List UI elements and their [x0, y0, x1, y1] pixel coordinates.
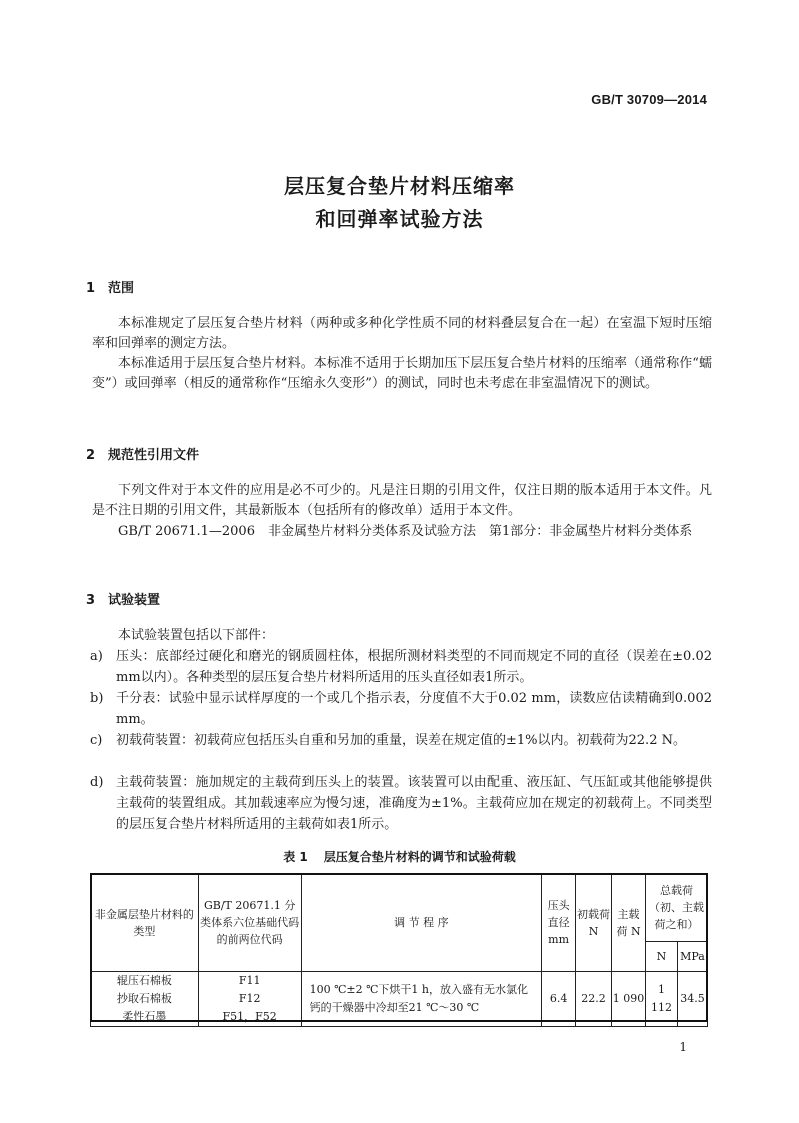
section-heading-scope: [86, 277, 134, 296]
header-total-load: 总载荷（初、主载荷之和）: [646, 874, 708, 942]
material-type: 辊压石棉板: [116, 974, 172, 987]
item-marker: c): [90, 733, 103, 748]
apparatus-intro: 本试验装置包括以下部件：: [118, 628, 275, 643]
header-initial-load: 初载荷 N: [576, 874, 612, 972]
cell-material-types: [91, 972, 199, 1027]
document-title-line-1: 层压复合垫片材料压缩率: [284, 174, 515, 198]
material-code: F12: [238, 992, 261, 1005]
item-text: 千分表：试验中显示试样厚度的一个或几个指示表，分度值不大于0.02 mm，读数应估读精确到0.002 mm。: [116, 691, 712, 727]
header-diameter: 压头直径 mm: [542, 874, 576, 972]
table-number: 表 1: [283, 850, 308, 864]
item-text: 主载荷装置：施加规定的主载荷到压头上的装置。该装置可以由配重、液压缸、气压缸或其他能够提供主载荷的装置组成。其加载速率应为慢匀速，准确度为±1%。主载荷应加在规定的初载荷上。不同类型的层压复合垫片材料所适用的主载荷如表1所示。: [116, 775, 712, 832]
standard-number: GB/T 30709—2014: [591, 92, 707, 107]
section-title: 范围: [108, 281, 135, 296]
section-number: 2: [86, 448, 96, 463]
item-marker: b): [90, 691, 104, 706]
cell-procedure: 100 ℃±2 ℃下烘干1 h，放入盛有无水氯化钙的干燥器中冷却至21 ℃～30 ℃: [301, 972, 541, 1027]
item-marker: d): [90, 775, 104, 790]
section-heading-references: [86, 444, 199, 463]
header-material-type: 非金属层垫片材料的类型: [91, 874, 199, 972]
apparatus-item-b: [90, 688, 712, 730]
section-title: 试验装置: [108, 593, 161, 608]
scope-paragraph-2: 本标准适用于层压复合垫片材料。本标准不适用于长期加压下层压复合垫片材料的压缩率（通常称作“蠕变”）或回弹率（相反的通常称作“压缩永久变形”）的测试，同时也未考虑在非室温情况下的测试。: [92, 356, 712, 391]
apparatus-item-c: [90, 730, 712, 751]
section-title: 规范性引用文件: [108, 448, 200, 463]
cell-main-load: 1 090: [612, 972, 646, 1027]
table-caption: [0, 848, 799, 865]
item-marker: a): [90, 649, 103, 664]
references-paragraph-2: GB/T 20671.1—2006 非金属垫片材料分类体系及试验方法 第1部分：非金属垫片材料分类体系: [118, 524, 693, 539]
scope-paragraph-1: 本标准规定了层压复合垫片材料（两种或多种化学性质不同的材料叠层复合在一起）在室温下短时压缩率和回弹率的测定方法。: [92, 316, 712, 351]
material-type: 抄取石棉板: [116, 992, 172, 1005]
page-number: 1: [679, 1040, 687, 1054]
header-procedure: 调 节 程 序: [301, 874, 541, 972]
header-code: GB/T 20671.1 分类体系六位基础代码的前两位代码: [198, 874, 301, 972]
header-total-mpa: MPa: [677, 942, 707, 972]
table-title: 层压复合垫片材料的调节和试验荷载: [323, 850, 516, 864]
apparatus-item-a: [90, 646, 712, 688]
references-paragraph-1: 下列文件对于本文件的应用是必不可少的。凡是注日期的引用文件，仅注日期的版本适用于本文件。凡是不注日期的引用文件，其最新版本（包括所有的修改单）适用于本文件。: [92, 483, 712, 518]
loads-table: [90, 873, 708, 1027]
header-main-load: 主载荷 N: [612, 874, 646, 972]
material-code: F11: [238, 974, 261, 987]
header-total-n: N: [646, 942, 678, 972]
cell-total-mpa: 34.5: [677, 972, 707, 1027]
table-header-row: [91, 874, 708, 942]
item-text: 压头：底部经过硬化和磨光的钢质圆柱体，根据所测材料类型的不同而规定不同的直径（误差在±0.02 mm以内）。各种类型的层压复合垫片材料所适用的压头直径如表1所示。: [116, 649, 712, 685]
material-type: 柔性石墨: [122, 1010, 167, 1023]
cell-initial-load: 22.2: [576, 972, 612, 1027]
cell-diameter: 6.4: [542, 972, 576, 1027]
table-row: [91, 972, 708, 1027]
document-title-line-2: 和回弹率试验方法: [315, 207, 484, 231]
item-text: 初载荷装置：初载荷应包括压头自重和另加的重量，误差在规定值的±1%以内。初载荷为22.2 N。: [116, 733, 686, 748]
cell-total-n: 1 112: [646, 972, 678, 1027]
cell-codes: [198, 972, 301, 1027]
material-code: F51，F52: [222, 1010, 277, 1023]
section-number: 3: [86, 593, 96, 608]
section-number: 1: [86, 281, 96, 296]
section-heading-apparatus: [86, 589, 160, 608]
apparatus-item-d: [90, 772, 712, 835]
